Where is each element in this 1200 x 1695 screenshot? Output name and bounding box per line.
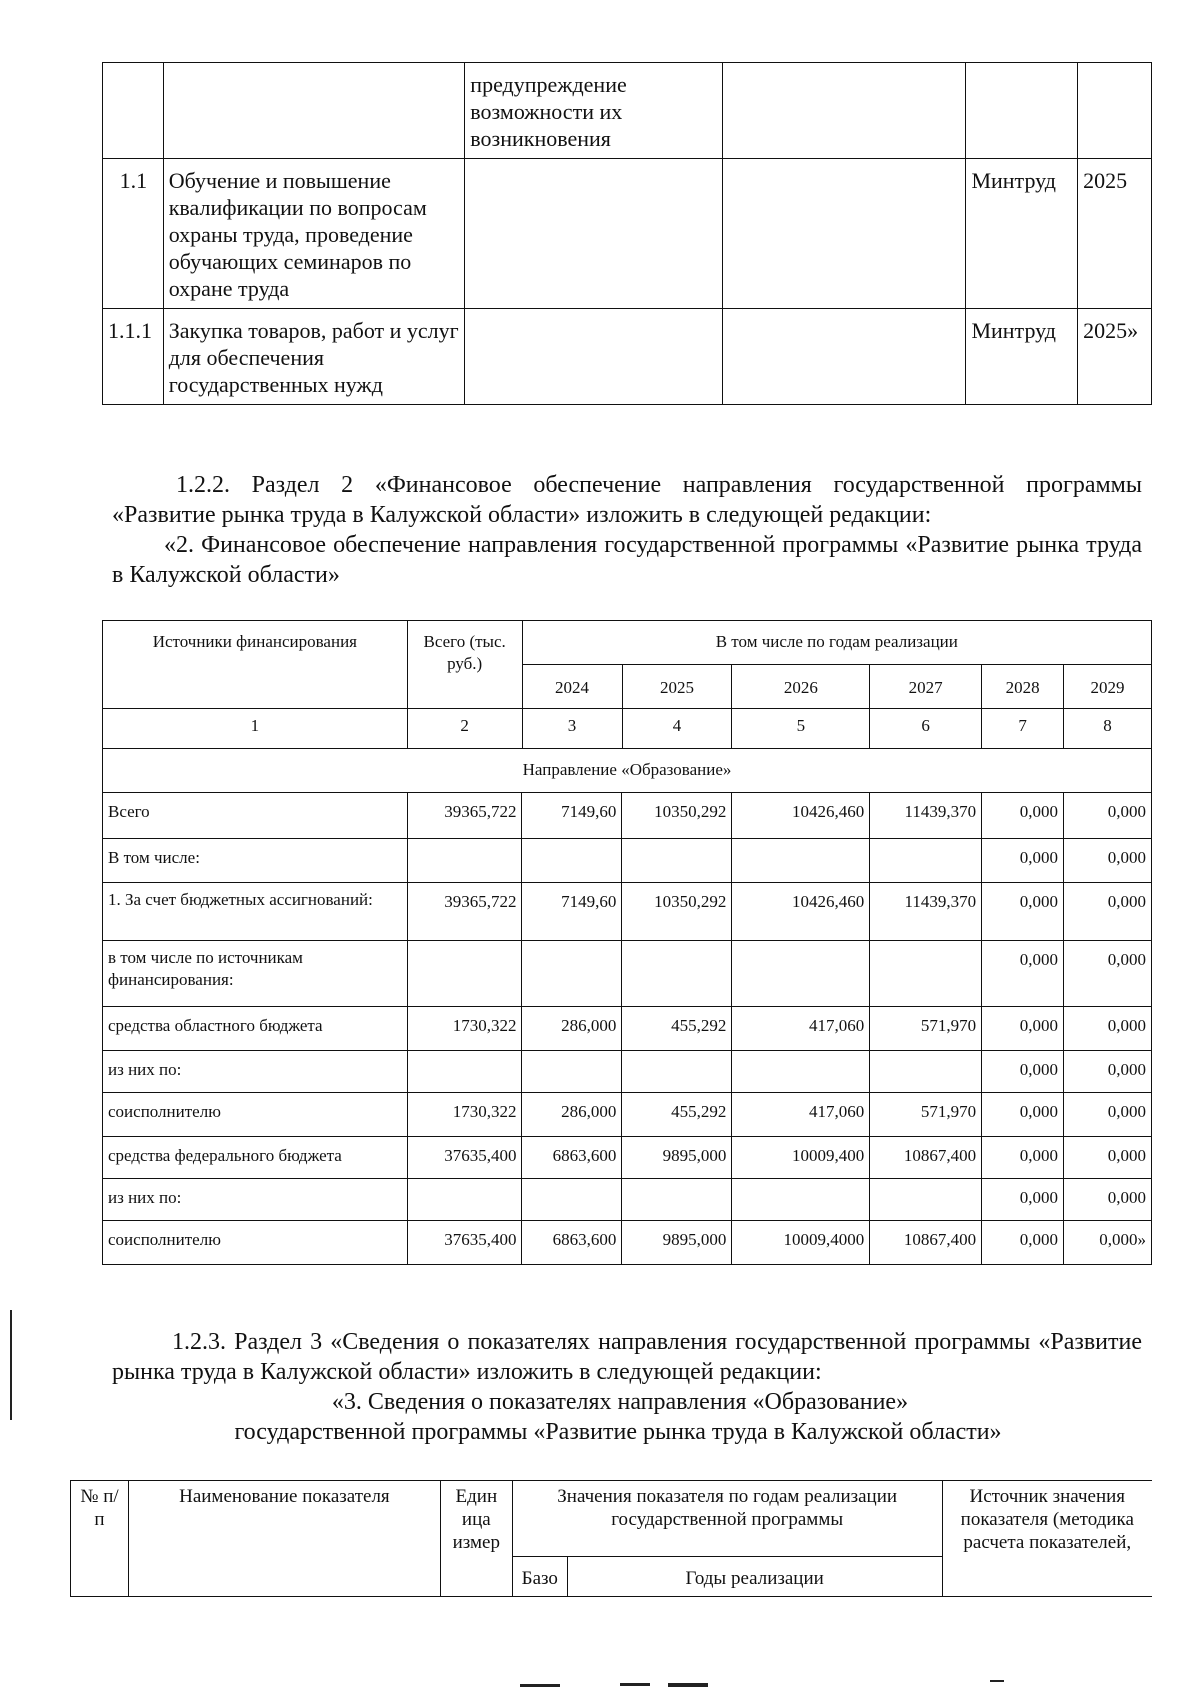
financing-table	[102, 620, 1152, 793]
header-base: Базо	[512, 1557, 567, 1597]
table-row	[103, 1093, 1152, 1137]
year-value: 455,292	[622, 1093, 732, 1137]
header-source: Источник значения показателя (методика расчета показателей,	[942, 1481, 1152, 1597]
table-row	[103, 1179, 1152, 1221]
row-total	[407, 1051, 522, 1093]
responsible	[966, 63, 1078, 159]
row-total: 37635,400	[407, 1221, 522, 1265]
year-value: 11439,370	[870, 793, 982, 839]
event-name: Закупка товаров, работ и услуг для обеспечения государственных нужд	[163, 309, 465, 405]
year-value: 7149,60	[522, 883, 622, 941]
year-value: 0,000	[1064, 1051, 1152, 1093]
scan-artifact	[990, 1680, 1004, 1682]
responsible: Минтруд	[966, 309, 1078, 405]
year-value: 0,000	[982, 1051, 1064, 1093]
table-row	[103, 793, 1152, 839]
year-value: 10009,4000	[732, 1221, 870, 1265]
year-value: 0,000	[982, 883, 1064, 941]
row-total: 1730,322	[407, 1093, 522, 1137]
table-row	[103, 159, 1152, 309]
row-total	[407, 839, 522, 883]
section-row	[103, 749, 1152, 793]
year-value: 417,060	[732, 1007, 870, 1051]
header-year: 2024	[522, 665, 622, 709]
event-name	[163, 63, 465, 159]
year-value: 0,000	[982, 941, 1064, 1007]
year-value: 6863,600	[522, 1221, 622, 1265]
event-goal	[465, 309, 723, 405]
year-value	[522, 839, 622, 883]
row-total: 39365,722	[407, 883, 522, 941]
header-row	[71, 1481, 1153, 1557]
header-unit: Един ица измер	[440, 1481, 512, 1597]
table-row	[103, 1221, 1152, 1265]
year-value: 286,000	[522, 1007, 622, 1051]
year-value	[732, 839, 870, 883]
header-number: № п/п	[71, 1481, 129, 1597]
event-effect	[723, 63, 966, 159]
year-value: 9895,000	[622, 1137, 732, 1179]
year-value: 0,000	[1064, 793, 1152, 839]
year-value: 0,000	[1064, 1137, 1152, 1179]
row-label: Всего	[103, 793, 408, 839]
year-value: 0,000	[1064, 941, 1152, 1007]
row-total	[407, 941, 522, 1007]
year-value: 0,000	[1064, 1093, 1152, 1137]
year-value	[732, 1179, 870, 1221]
amendment-paragraph-section-3	[112, 1327, 1142, 1387]
row-total: 37635,400	[407, 1137, 522, 1179]
header-year: 2029	[1064, 665, 1152, 709]
table-row	[103, 839, 1152, 883]
year-value	[870, 941, 982, 1007]
year	[1078, 63, 1152, 159]
year-value: 0,000»	[1064, 1221, 1152, 1265]
header-total: Всего (тыс. руб.)	[407, 621, 522, 709]
year-value: 0,000	[982, 839, 1064, 883]
year-value: 571,970	[870, 1093, 982, 1137]
header-row	[103, 621, 1152, 665]
year-value	[522, 1051, 622, 1093]
header-year: 2026	[732, 665, 870, 709]
event-effect	[723, 309, 966, 405]
year-value	[732, 941, 870, 1007]
header-by-years: В том числе по годам реализации	[522, 621, 1151, 665]
year-value: 0,000	[1064, 1179, 1152, 1221]
year-value: 0,000	[1064, 1007, 1152, 1051]
year-value: 10350,292	[622, 883, 732, 941]
section-3-title-line2: государственной программы «Развитие рынка труда в Калужской области»	[234, 1419, 1002, 1445]
table-row	[103, 883, 1152, 941]
year-value: 0,000	[982, 793, 1064, 839]
year-value: 10867,400	[870, 1137, 982, 1179]
row-label: средства федерального бюджета	[103, 1137, 408, 1179]
year-value: 11439,370	[870, 883, 982, 941]
year-value: 10426,460	[732, 793, 870, 839]
year-value: 417,060	[732, 1093, 870, 1137]
table-row	[103, 941, 1152, 1007]
year-value	[732, 1051, 870, 1093]
year-value: 7149,60	[522, 793, 622, 839]
row-label: 1. За счет бюджетных ассигнований:	[103, 883, 408, 941]
financing-table-body	[102, 792, 1152, 1265]
row-label: В том числе:	[103, 839, 408, 883]
row-number: 1.1.1	[103, 309, 164, 405]
year: 2025	[1078, 159, 1152, 309]
scan-artifact	[620, 1683, 650, 1686]
header-year: 2027	[870, 665, 982, 709]
activities-table	[102, 62, 1152, 405]
amendment-text: 1.2.2. Раздел 2 «Финансовое обеспечение направления государственной программы «Развитие рынка труда в Калужской области» изложить в следующей редакции:	[112, 472, 1142, 528]
year-value	[622, 1051, 732, 1093]
row-label: из них по:	[103, 1179, 408, 1221]
col-number: 3	[522, 709, 622, 749]
row-label: в том числе по источникам финансирования:	[103, 941, 408, 1007]
year-value: 571,970	[870, 1007, 982, 1051]
year-value: 10350,292	[622, 793, 732, 839]
year-value	[622, 941, 732, 1007]
event-goal	[465, 159, 723, 309]
row-label: соисполнителю	[103, 1093, 408, 1137]
year-value	[622, 839, 732, 883]
header-sources: Источники финансирования	[103, 621, 408, 709]
year: 2025»	[1078, 309, 1152, 405]
row-label: средства областного бюджета	[103, 1007, 408, 1051]
row-label: из них по:	[103, 1051, 408, 1093]
year-value	[870, 1179, 982, 1221]
amendment-paragraph-section-2	[112, 470, 1142, 590]
year-value	[522, 941, 622, 1007]
margin-mark	[10, 1310, 12, 1420]
header-year: 2025	[622, 665, 732, 709]
indicators-table	[70, 1480, 1152, 1597]
column-numbers-row	[103, 709, 1152, 749]
year-value: 10009,400	[732, 1137, 870, 1179]
header-values: Значения показателя по годам реализации государственной программы	[512, 1481, 942, 1557]
year-value: 10426,460	[732, 883, 870, 941]
table-row	[103, 309, 1152, 405]
event-name: Обучение и повышение квалификации по вопросам охраны труда, проведение обучающих семинаров по охране труда	[163, 159, 465, 309]
row-number	[103, 63, 164, 159]
year-value: 0,000	[1064, 883, 1152, 941]
section-2-title: «2. Финансовое обеспечение направления государственной программы «Развитие рынка труда в Калужской области»	[112, 532, 1142, 588]
year-value: 0,000	[982, 1007, 1064, 1051]
section-3-title-line1: «3. Сведения о показателях направления «Образование»	[331, 1389, 909, 1415]
year-value: 0,000	[982, 1179, 1064, 1221]
col-number: 8	[1064, 709, 1152, 749]
year-value: 6863,600	[522, 1137, 622, 1179]
col-number: 1	[103, 709, 408, 749]
col-number: 2	[407, 709, 522, 749]
year-value: 0,000	[982, 1137, 1064, 1179]
row-label: соисполнителю	[103, 1221, 408, 1265]
section-title: Направление «Образование»	[103, 749, 1152, 793]
responsible: Минтруд	[966, 159, 1078, 309]
year-value: 455,292	[622, 1007, 732, 1051]
year-value	[870, 1051, 982, 1093]
scan-artifact	[668, 1683, 708, 1687]
scan-artifact	[520, 1684, 560, 1687]
row-total: 39365,722	[407, 793, 522, 839]
header-years: Годы реализации	[567, 1557, 942, 1597]
table-row	[103, 1137, 1152, 1179]
row-total	[407, 1179, 522, 1221]
table-row	[103, 63, 1152, 159]
event-effect	[723, 159, 966, 309]
table-row	[103, 1007, 1152, 1051]
year-value	[870, 839, 982, 883]
row-total: 1730,322	[407, 1007, 522, 1051]
header-indicator-name: Наименование показателя	[128, 1481, 440, 1597]
col-number: 6	[870, 709, 982, 749]
year-value: 9895,000	[622, 1221, 732, 1265]
amendment-text: 1.2.3. Раздел 3 «Сведения о показателях направления государственной программы «Развитие рынка труда в Калужской области» изложить в следующей редакции:	[112, 1329, 1142, 1385]
header-year: 2028	[982, 665, 1064, 709]
event-goal: предупреждение возможности их возникновения	[465, 63, 723, 159]
col-number: 4	[622, 709, 732, 749]
year-value: 0,000	[982, 1093, 1064, 1137]
year-value: 0,000	[982, 1221, 1064, 1265]
year-value	[522, 1179, 622, 1221]
year-value: 0,000	[1064, 839, 1152, 883]
col-number: 7	[982, 709, 1064, 749]
table-row	[103, 1051, 1152, 1093]
year-value: 10867,400	[870, 1221, 982, 1265]
row-number: 1.1	[103, 159, 164, 309]
col-number: 5	[732, 709, 870, 749]
year-value: 286,000	[522, 1093, 622, 1137]
year-value	[622, 1179, 732, 1221]
